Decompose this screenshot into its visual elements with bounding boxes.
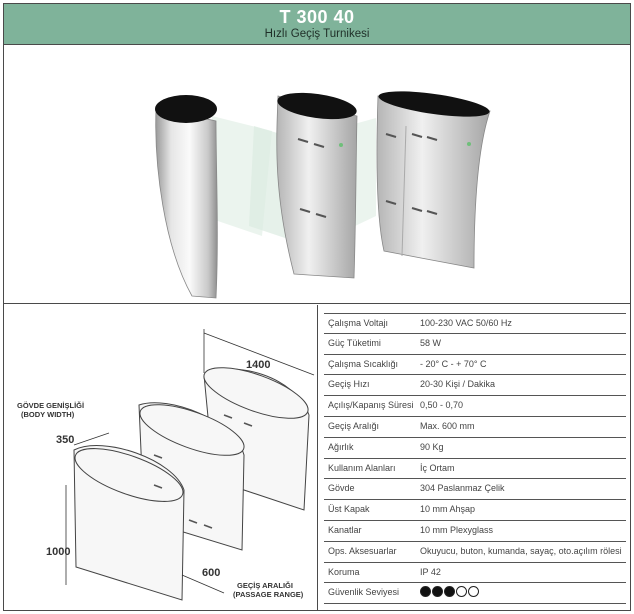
spec-value: 58 W <box>420 337 442 348</box>
body-width-label-en: (BODY WIDTH) <box>21 410 75 419</box>
spec-key: Çalışma Voltajı <box>328 318 389 328</box>
spec-row <box>324 313 626 334</box>
spec-value: 304 Paslanmaz Çelik <box>420 483 505 494</box>
security-level-key: Güvenlik Seviyesi <box>328 587 400 598</box>
spec-row <box>324 521 626 542</box>
spec-key: Geçiş Aralığı <box>328 420 380 431</box>
spec-row <box>324 375 626 396</box>
header-band <box>4 4 630 45</box>
spec-row <box>324 334 626 355</box>
rating-dot-empty <box>468 586 479 597</box>
rating-dot-filled <box>444 586 455 597</box>
spec-value: 10 mm Ahşap <box>420 504 476 515</box>
spec-value: 0,50 - 0,70 <box>420 400 464 411</box>
length-dimension: 1400 <box>246 359 271 371</box>
rating-dot-empty <box>456 586 467 597</box>
spec-key: Ops. Aksesuarlar <box>328 545 397 556</box>
passage-dimension: 600 <box>202 567 221 579</box>
spec-key: Gövde <box>328 483 355 494</box>
spec-row <box>324 563 626 584</box>
spec-row <box>324 542 626 563</box>
security-level-rating <box>420 586 479 597</box>
spec-value: - 20° C - + 70° C <box>420 358 487 369</box>
dimension-drawing-lines <box>4 305 318 610</box>
spec-row <box>324 459 626 480</box>
spec-row <box>324 500 626 521</box>
height-dimension: 1000 <box>46 546 71 558</box>
spec-key: Güç Tüketimi <box>328 337 381 348</box>
rating-dot-filled <box>420 586 431 597</box>
model-subtitle: Hızlı Geçiş Turnikesi <box>264 28 370 40</box>
spec-row <box>324 479 626 500</box>
spec-key: Geçiş Hızı <box>328 379 370 390</box>
spec-value: Max. 600 mm <box>420 420 475 431</box>
product-photo <box>4 46 630 304</box>
spec-value: 100-230 VAC 50/60 Hz <box>420 318 512 328</box>
rating-dot-filled <box>432 586 443 597</box>
spec-row <box>324 438 626 459</box>
spec-key: Kanatlar <box>328 524 362 535</box>
product-photo-illustration <box>4 46 630 304</box>
passage-label: GEÇİŞ ARALIĞI <box>237 581 293 590</box>
spec-row <box>324 417 626 438</box>
spec-key: Çalışma Sıcaklığı <box>328 358 399 369</box>
spec-key: Açılış/Kapanış Süresi <box>328 400 414 411</box>
datasheet-frame <box>3 3 631 611</box>
body-width-label: GÖVDE GENİŞLİĞİ <box>17 401 85 410</box>
body-width-dimension: 350 <box>56 434 75 446</box>
spec-value: IP 42 <box>420 566 441 577</box>
spec-value: 90 Kg <box>420 441 444 452</box>
spec-value: 20-30 Kişi / Dakika <box>420 379 496 390</box>
spec-value: İç Ortam <box>420 462 455 473</box>
spec-value: 10 mm Plexyglass <box>420 524 494 535</box>
model-title: T 300 40 <box>279 7 355 27</box>
spec-row <box>324 355 626 376</box>
security-level-row <box>324 583 626 604</box>
spec-key: Kullanım Alanları <box>328 462 396 473</box>
spec-key: Koruma <box>328 566 360 577</box>
spec-key: Üst Kapak <box>328 504 370 515</box>
spec-row <box>324 396 626 417</box>
spec-value: Okuyucu, buton, kumanda, sayaç, oto.açılım rölesi <box>420 545 622 556</box>
dimension-drawing <box>4 305 318 610</box>
passage-label-en: (PASSAGE RANGE) <box>233 590 304 599</box>
spec-table <box>324 313 626 604</box>
spec-key: Ağırlık <box>328 441 354 452</box>
